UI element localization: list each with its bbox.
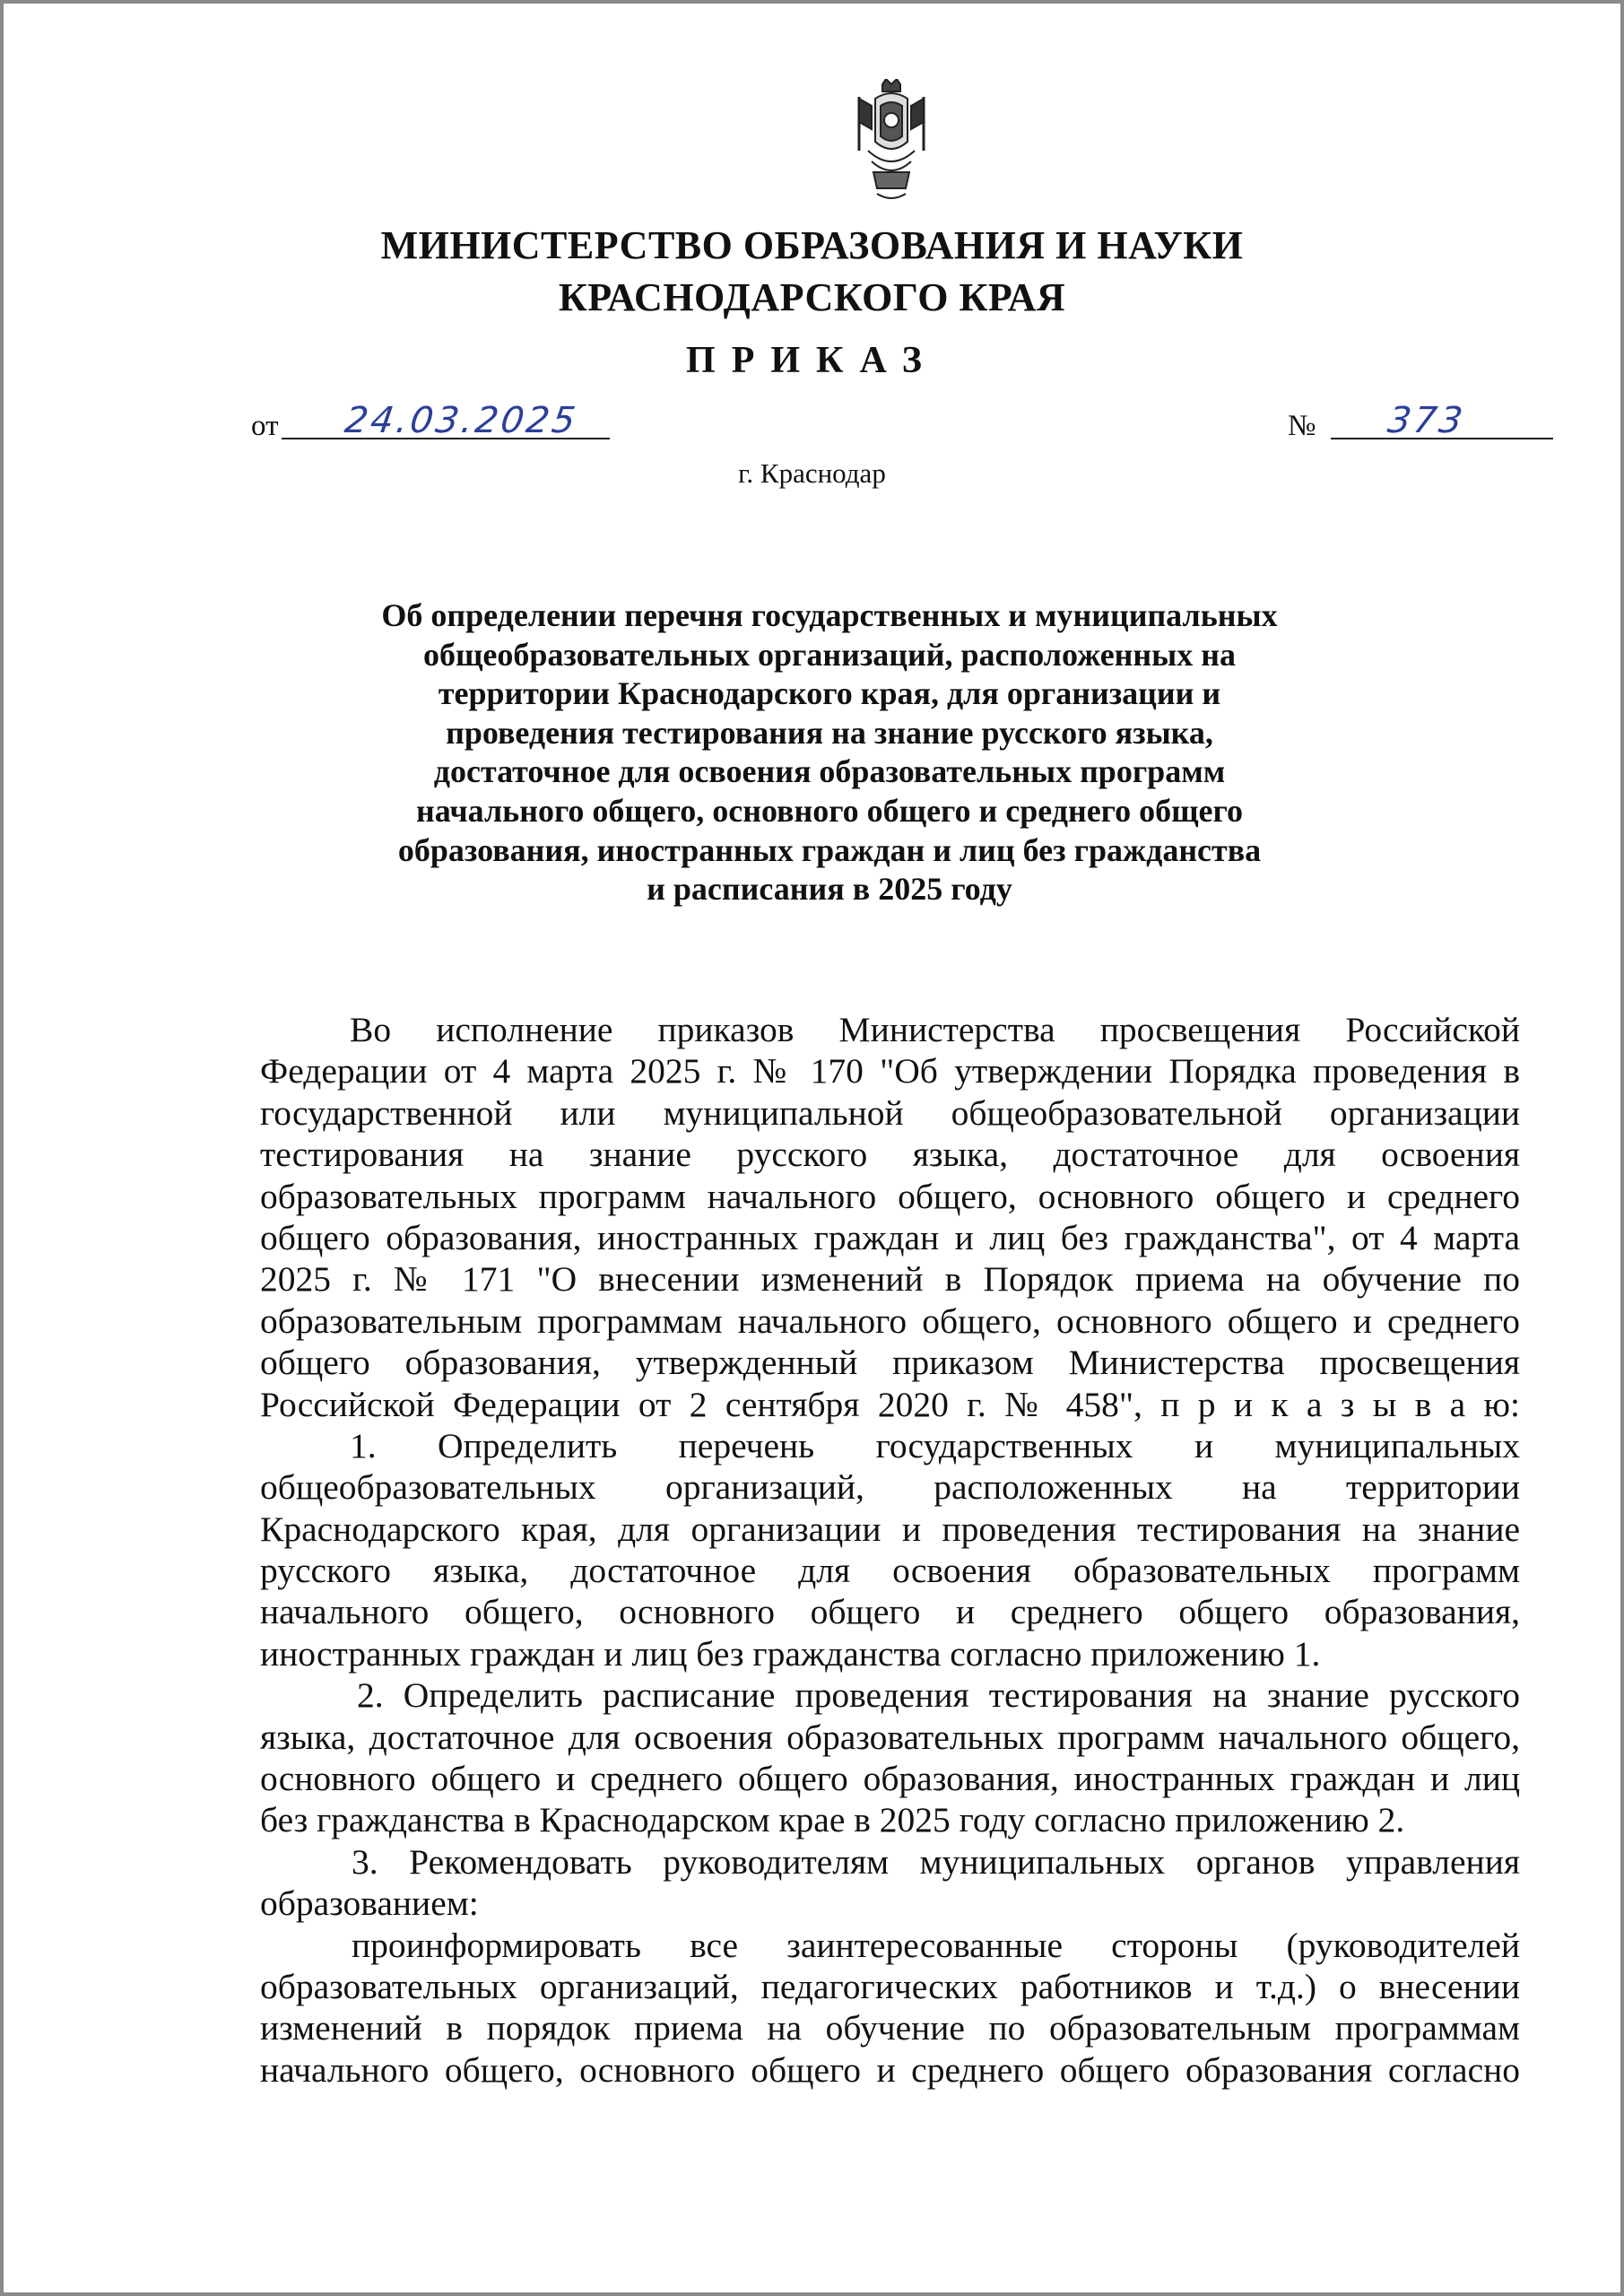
- body-line: образовательных организаций, педагогических работников и т.д.) о внесении: [260, 1966, 1520, 2006]
- title-line: территории Краснодарского края, для организации и: [438, 675, 1221, 712]
- body-line: начального общего, основного общего и среднего общего образования,: [260, 1592, 1520, 1632]
- city: г. Краснодар: [738, 457, 886, 489]
- date-value: 24.03.2025: [342, 400, 581, 441]
- body-line: 3. Рекомендовать руководителям муниципальных органов управления: [352, 1841, 1520, 1882]
- body-line: начального общего, основного общего и среднего общего образования согласно: [260, 2049, 1520, 2090]
- body-line: общего образования, утвержденный приказом Министерства просвещения: [260, 1343, 1520, 1383]
- title-line: начального общего, основного общего и среднего общего: [416, 792, 1243, 829]
- title-line: Об определении перечня государственных и муниципальных: [381, 597, 1278, 633]
- body-line: проинформировать все заинтересованные стороны (руководителей: [352, 1925, 1520, 1965]
- body-line: 2. Определить расписание проведения тестирования на знание русского: [357, 1675, 1520, 1716]
- body-line: без гражданства в Краснодарском крае в 2025 году согласно приложению 2.: [260, 1800, 1405, 1840]
- body-line: образовательным программам начального общего, основного общего и среднего: [260, 1300, 1520, 1341]
- ministry-name: [359, 220, 1265, 324]
- body-line: Федерации от 4 марта 2025 г. № 170 "Об утверждении Порядка проведения в: [260, 1051, 1520, 1091]
- body-line: Российской Федерации от 2 сентября 2020 г. № 458", п р и к а з ы в а ю:: [260, 1384, 1520, 1424]
- body-line: образованием:: [260, 1883, 479, 1924]
- body-line: тестирования на знание русского языка, достаточное для освоения: [260, 1135, 1520, 1175]
- body-line: общего образования, иностранных граждан и лиц без гражданства", от 4 марта: [260, 1217, 1520, 1257]
- document-type: ПРИКАЗ: [686, 340, 938, 381]
- body-line: общеобразовательных организаций, расположенных на территории: [260, 1467, 1520, 1508]
- krasnodar-krai-coat-of-arms-icon: [850, 79, 933, 204]
- ministry-name-line-1: МИНИСТЕРСТВО ОБРАЗОВАНИЯ И НАУКИ: [380, 223, 1244, 267]
- body-line: Краснодарского края, для организации и проведения тестирования на знание: [260, 1509, 1520, 1549]
- document-body: [260, 1009, 1520, 2091]
- body-line: русского языка, достаточное для освоения образовательных программ: [260, 1551, 1520, 1591]
- body-line: государственной или муниципальной общеобразовательной организации: [260, 1092, 1520, 1133]
- title-line: образования, иностранных граждан и лиц без гражданства: [397, 831, 1262, 868]
- title-line: достаточное для освоения образовательных программ: [433, 753, 1226, 790]
- number-value: 373: [1385, 400, 1468, 441]
- title-line: проведения тестирования на знание русского языка,: [446, 714, 1213, 751]
- body-line: 2025 г. № 171 "О внесении изменений в Порядок приема на обучение по: [260, 1259, 1520, 1300]
- body-line: изменений в порядок приема на обучение по образовательным программам: [260, 2008, 1520, 2048]
- body-line: 1. Определить перечень государственных и муниципальных: [350, 1425, 1520, 1465]
- body-line: иностранных граждан и лиц без гражданства согласно приложению 1.: [260, 1633, 1321, 1674]
- title-line: общеобразовательных организаций, расположенных на: [422, 636, 1237, 673]
- document-title: [296, 596, 1363, 909]
- ministry-name-line-2: КРАСНОДАРСКОГО КРАЯ: [558, 275, 1066, 319]
- date-label: от: [251, 410, 279, 442]
- body-line: Во исполнение приказов Министерства просвещения Российской: [350, 1010, 1520, 1049]
- title-line: и расписания в 2025 году: [647, 871, 1012, 908]
- number-label: №: [1288, 410, 1316, 442]
- body-line: образовательных программ начального общего, основного общего и среднего: [260, 1176, 1520, 1216]
- body-line: основного общего и среднего общего образования, иностранных граждан и лиц: [260, 1759, 1520, 1799]
- body-line: языка, достаточное для освоения образовательных программ начального общего,: [260, 1717, 1520, 1757]
